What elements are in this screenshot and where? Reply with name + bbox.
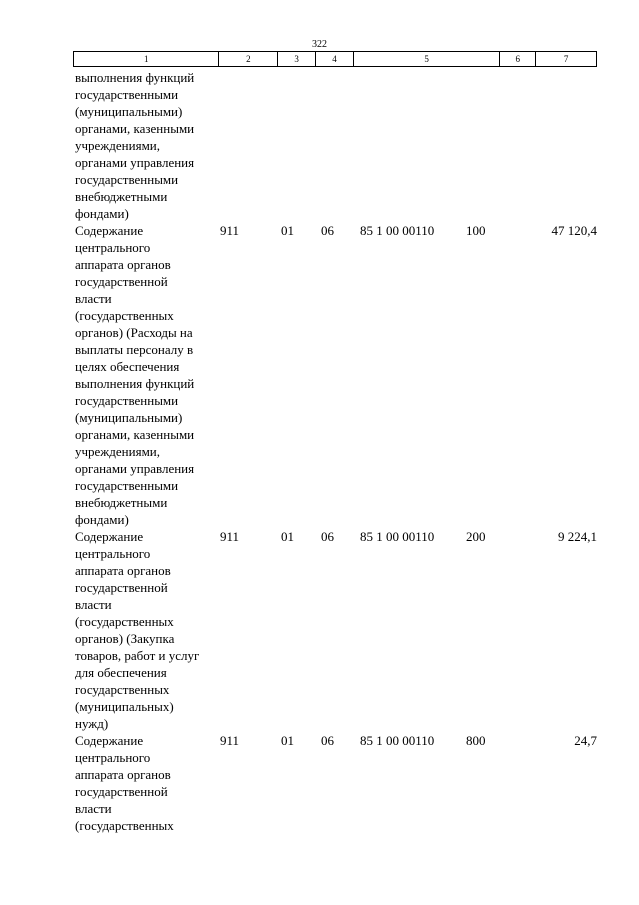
row-code: 911: [220, 529, 240, 544]
header-col-6: 6: [500, 52, 536, 66]
header-col-5: 5: [354, 52, 500, 66]
row-amount: 24,7: [574, 733, 597, 748]
row-section: 01: [281, 733, 294, 748]
header-col-3: 3: [278, 52, 316, 66]
row-name: Содержание центрального аппарата органов государственной власти (государственных органов) (Закупка товаров, работ и услуг для обеспечения государственных (муниципальных) нужд): [75, 529, 200, 731]
table-row: [75, 69, 597, 222]
header-col-4: 4: [316, 52, 354, 66]
row-code: 911: [220, 223, 240, 238]
row-section: 01: [281, 223, 294, 238]
table-header: [73, 51, 597, 67]
row-kind: 200: [466, 529, 486, 544]
row-target: 85 1 00 00110: [360, 223, 435, 238]
row-subsection: 06: [321, 733, 334, 748]
row-target: 85 1 00 00110: [360, 529, 435, 544]
header-col-1: 1: [74, 52, 219, 66]
row-target: 85 1 00 00110: [360, 733, 435, 748]
row-name: Содержание центрального аппарата органов государственной власти (государственных: [75, 733, 174, 833]
row-kind: 800: [466, 733, 486, 748]
row-code: 911: [220, 733, 240, 748]
row-amount: 47 120,4: [551, 223, 597, 238]
row-subsection: 06: [321, 223, 334, 238]
row-section: 01: [281, 529, 294, 544]
header-col-7: 7: [563, 54, 569, 64]
table-row: [75, 732, 597, 834]
row-kind: 100: [466, 223, 486, 238]
table-row: [75, 222, 597, 528]
table-row: [75, 528, 597, 732]
row-name: выполнения функций государственными (муниципальными) органами, казенными учреждениями, органами управления государственными внебюджетными фондами): [75, 70, 195, 221]
header-col-2: 2: [219, 52, 278, 66]
row-name: Содержание центрального аппарата органов государственной власти (государственных органов) (Расходы на выплаты персоналу в целях обеспечения выполнения функций государственными (муниципальными) органами, казенными учреждениями, органами управления государственными внебюджетными фондами): [75, 223, 195, 527]
table-body: [75, 69, 597, 834]
row-subsection: 06: [321, 529, 334, 544]
page-number: 322: [312, 39, 327, 50]
row-amount: 9 224,1: [558, 529, 597, 544]
